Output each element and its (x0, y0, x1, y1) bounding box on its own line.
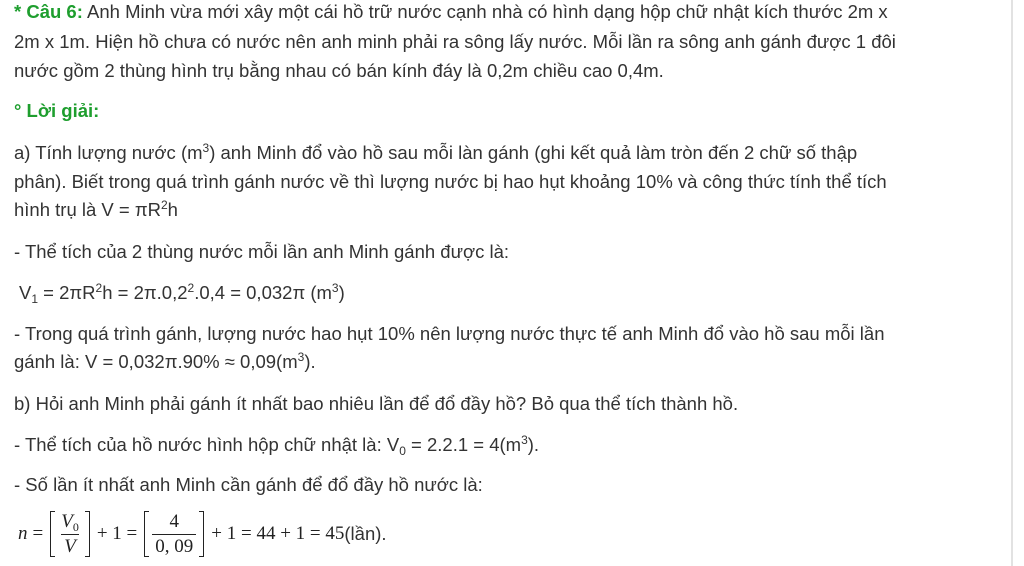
step-1: - Thể tích của 2 thùng nước mỗi lần anh Minh gánh được là: (14, 241, 510, 262)
exponent: 3 (297, 350, 305, 364)
part-a-text: ) anh Minh đổ vào hồ sau mỗi làn gánh (ghi kết quả làm tròn đến 2 chữ số thập (209, 142, 858, 163)
fraction-numerator (58, 512, 82, 534)
eq-unit: (lần). (344, 523, 387, 544)
problem-label: * Câu 6: (14, 1, 83, 22)
left-bracket (50, 511, 55, 557)
part-a-line-3 (14, 198, 178, 222)
part-a-line-1 (14, 141, 857, 165)
right-bracket (85, 511, 90, 557)
right-bracket (199, 511, 204, 557)
step-3-text: = 2.2.1 = 4(m (405, 434, 522, 455)
exponent: 2 (187, 281, 195, 295)
step-2-line-1: - Trong quá trình gánh, lượng nước hao hụt 10% nên lượng nước thực tế anh Minh đổ vào hồ sau mỗi lần (14, 323, 885, 344)
exponent: 3 (202, 141, 210, 155)
problem-line-2: 2m x 1m. Hiện hồ chưa có nước nên anh minh phải ra sông lấy nước. Mỗi lần ra sông anh gánh được 1 đôi (14, 31, 896, 52)
subscript: 0 (72, 519, 79, 534)
right-border (1011, 0, 1013, 566)
fraction-denominator: V (61, 534, 79, 557)
fraction-v0-over-v (58, 512, 82, 557)
eq-text: = 2πR (38, 282, 96, 303)
solution-heading: ° Lời giải: (14, 100, 100, 121)
left-bracket (144, 511, 149, 557)
eq-text: h = 2π.0,2 (102, 282, 188, 303)
step-3 (14, 433, 539, 457)
bracket-group-2 (144, 511, 204, 557)
eq-text: .0,4 = 0,032π (m (194, 282, 332, 303)
fraction-denominator: 0, 09 (152, 534, 196, 557)
step-3-text: ). (527, 434, 540, 455)
exponent: 3 (521, 433, 528, 447)
problem-line-1 (14, 0, 888, 24)
subscript: 0 (399, 444, 406, 458)
step-2-text: gánh là: V = 0,032π.90% ≈ 0,09(m (14, 351, 298, 372)
step-3-text: - Thể tích của hồ nước hình hộp chữ nhật là: V (14, 434, 400, 455)
subscript: 1 (31, 292, 39, 306)
exponent: 3 (331, 281, 339, 295)
step-4: - Số lần ít nhất anh Minh cần gánh để đổ đầy hồ nước là: (14, 474, 483, 495)
eq-plus-one: + 1 = (96, 523, 138, 544)
exponent: 2 (160, 198, 168, 212)
step-2-line-2 (14, 350, 316, 374)
part-a-line-2: phân). Biết trong quá trình gánh nước về thì lượng nước bị hao hụt khoảng 10% và công thức tính thể tích (14, 171, 887, 192)
eq-result: + 1 = 44 + 1 = 45 (211, 523, 345, 544)
part-a-text: hình trụ là V = πR (14, 199, 161, 220)
part-a-text: a) Tính lượng nước (m (14, 142, 203, 163)
problem-text-1: Anh Minh vừa mới xây một cái hồ trữ nước cạnh nhà có hình dạng hộp chữ nhật kích thước 2m x (82, 1, 888, 22)
eq-text: ) (338, 282, 345, 303)
part-b: b) Hỏi anh Minh phải gánh ít nhất bao nhiêu lần để đổ đầy hồ? Bỏ qua thể tích thành hồ. (14, 393, 739, 414)
final-equation (18, 508, 387, 560)
fraction-numerator: 4 (169, 510, 180, 532)
step-2-text: ). (304, 351, 316, 372)
problem-line-3: nước gồm 2 thùng hình trụ bằng nhau có bán kính đáy là 0,2m chiều cao 0,4m. (14, 60, 664, 81)
part-a-text: h (167, 199, 178, 220)
exponent: 2 (95, 281, 103, 295)
fraction-4-over-009 (152, 512, 196, 557)
equation-v1 (19, 281, 345, 305)
bracket-group-1 (50, 511, 90, 557)
eq-var: V (19, 282, 32, 303)
numerator-var: V (61, 510, 73, 532)
eq-n: n (18, 523, 28, 544)
eq-equals: = (32, 523, 44, 544)
